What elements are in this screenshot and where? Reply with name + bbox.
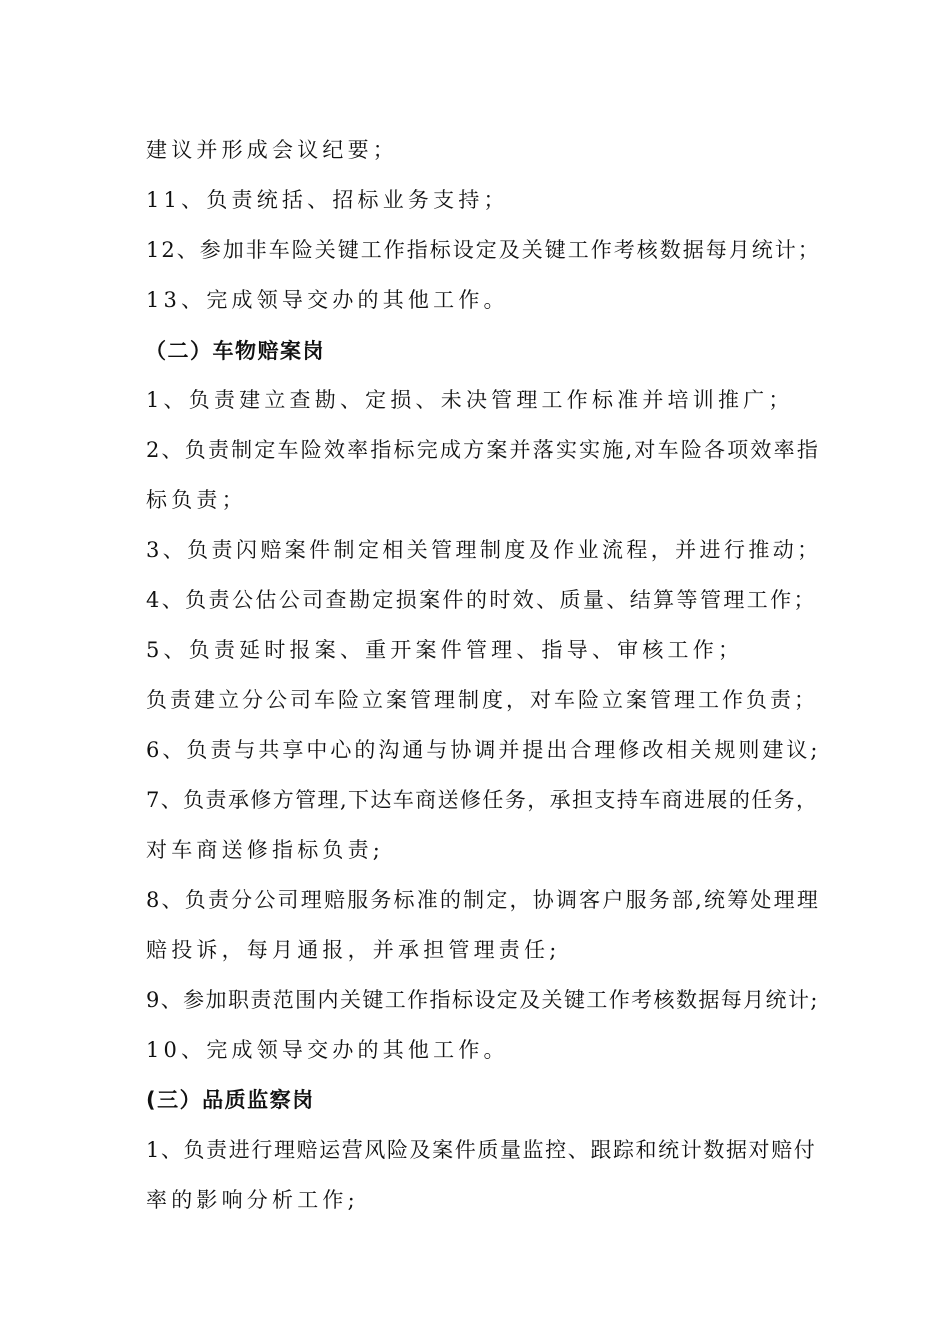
- list-item: 8、负责分公司理赔服务标准的制定，协调客户服务部,统筹处理理: [146, 888, 821, 912]
- paragraph-line: 负责建立分公司车险立案管理制度，对车险立案管理工作负责；: [146, 688, 818, 712]
- list-item: 13、完成领导交办的其他工作。: [146, 288, 509, 312]
- list-item: 1、负责建立查勘、定损、未决管理工作标准并培训推广；: [146, 388, 794, 412]
- list-item: 12、参加非车险关键工作指标设定及关键工作考核数据每月统计；: [146, 238, 821, 262]
- list-item: 7、负责承修方管理,下达车商送修任务，承担支持车商进展的任务，: [146, 788, 819, 812]
- list-item: 2、负责制定车险效率指标完成方案并落实实施,对车险各项效率指: [146, 438, 821, 462]
- paragraph-line: 建议并形成会议纪要；: [146, 138, 398, 162]
- list-item: 1、负责进行理赔运营风险及案件质量监控、跟踪和统计数据对赔付: [146, 1138, 817, 1162]
- paragraph-line: 对车商送修指标负责;: [146, 838, 385, 862]
- list-item: 4、负责公估公司查勘定损案件的时效、质量、结算等管理工作；: [146, 588, 817, 612]
- list-item: 6、负责与共享中心的沟通与协调并提出合理修改相关规则建议;: [146, 738, 821, 762]
- list-item: 11、负责统括、招标业务支持；: [146, 188, 509, 212]
- paragraph-line: 率的影响分析工作;: [146, 1188, 359, 1212]
- paragraph-line: 标负责；: [146, 488, 247, 512]
- section-heading: (三）品质监察岗: [146, 1088, 315, 1112]
- list-item: 9、参加职责范围内关键工作指标设定及关键工作考核数据每月统计;: [146, 988, 819, 1012]
- list-item: 5、负责延时报案、重开案件管理、指导、审核工作；: [146, 638, 744, 662]
- list-item: 10、完成领导交办的其他工作。: [146, 1038, 509, 1062]
- paragraph-line: 赔投诉，每月通报，并承担管理责任;: [146, 938, 561, 962]
- section-heading: （二）车物赔案岗: [145, 339, 325, 363]
- list-item: 3、负责闪赔案件制定相关管理制度及作业流程，并进行推动；: [146, 538, 822, 562]
